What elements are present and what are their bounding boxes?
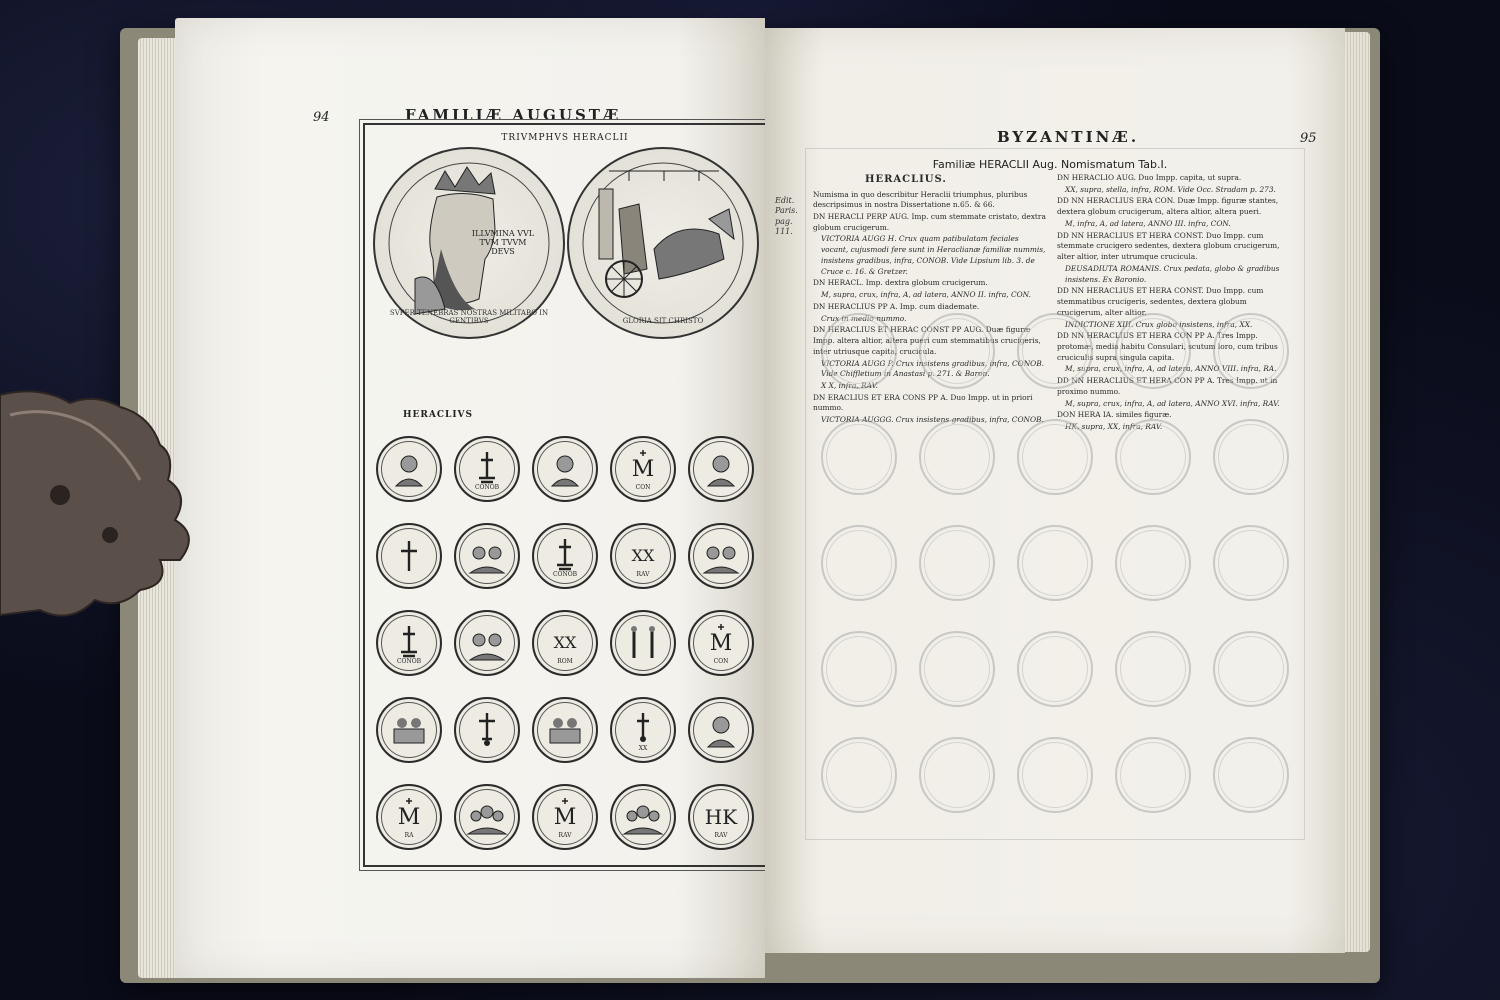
coin: M RA <box>376 784 442 850</box>
entry: DN HERACLIO AUG. Duo Impp. capita, ut supra. <box>1057 173 1242 182</box>
plate-caption: TRIVMPHVS HERACLII <box>501 133 629 143</box>
ghost-coin <box>919 631 995 707</box>
coin <box>376 697 442 763</box>
margin-note: Edit. Paris. pag. 111. <box>775 196 798 237</box>
ghost-coin <box>821 525 897 601</box>
ghost-coin <box>1115 737 1191 813</box>
cross-icon <box>464 707 510 753</box>
bust-icon <box>542 446 588 492</box>
two-busts-icon <box>464 620 510 666</box>
entry: DN HERACLI PERP AUG. Imp. cum stemmate cristato, dextra globum crucigerum. <box>813 211 1046 232</box>
ghost-coin <box>1017 631 1093 707</box>
ghost-coin <box>821 313 897 389</box>
ghost-coin <box>919 419 995 495</box>
entry: DN HERACLIUS PP A. Imp. cum diademate. <box>813 301 980 311</box>
ghost-coin <box>1213 631 1289 707</box>
ghost-coin <box>1017 419 1093 495</box>
coin <box>688 436 754 502</box>
ghost-coin <box>1115 631 1191 707</box>
bust-icon <box>698 707 744 753</box>
coin <box>610 610 676 676</box>
coin <box>532 436 598 502</box>
coin <box>610 784 676 850</box>
svg-text:XX: XX <box>631 545 655 565</box>
entry: M, infra, A, ad latera, ANNO III. infra, CON. <box>1065 218 1231 228</box>
coin <box>376 523 442 589</box>
right-page-number: 95 <box>1300 131 1317 146</box>
coin: M CON <box>688 610 754 676</box>
ghost-coin <box>1115 419 1191 495</box>
coin <box>532 697 598 763</box>
ghost-coin <box>1115 313 1191 389</box>
svg-text:M: M <box>397 804 421 830</box>
left-page <box>175 18 765 978</box>
coin: XX RAV <box>610 523 676 589</box>
left-running-head: FAMILIÆ AUGUSTÆ <box>405 106 622 124</box>
entry: DD NN HERACLIUS ET HERA CON PP A. Tres Impp. ut in proximo nummo. <box>1057 376 1278 396</box>
coin <box>688 697 754 763</box>
bust-icon <box>698 446 744 492</box>
ghost-coin <box>821 631 897 707</box>
two-busts-icon <box>464 533 510 579</box>
svg-text:M: M <box>553 804 577 830</box>
entry: DD NN HERACLIUS ET HERA CONST. Duo Impp. cum stemmatibus crucigeris, sedentes, dextera globum crucigerum, alter altior. <box>1057 286 1264 317</box>
right-page <box>765 28 1345 953</box>
ghost-coin <box>1017 313 1093 389</box>
three-busts-icon <box>464 794 510 840</box>
three-busts-icon <box>620 794 666 840</box>
entry: Crux in medio nummo. <box>821 313 907 323</box>
table-title: Familiæ HERACLII Aug. Nomismatum Tab.I. <box>932 158 1168 171</box>
svg-text:XX: XX <box>553 632 577 652</box>
standing-figures-icon <box>620 620 666 666</box>
left-page-number: 94 <box>313 110 330 125</box>
coin: XX ROM <box>532 610 598 676</box>
entry: VICTORIA AUGG P. Crux insistens gradibus, infra, CONOB. Vide Chiffletium in Anastasi p. 271. & Baron. <box>821 358 1045 379</box>
coin: M CON <box>610 436 676 502</box>
entry: Numisma in quo describitur Heraclii triumphus, pluribus descripsimus in nostra Dissertatione n.65. & 66. <box>813 189 1028 210</box>
entry: M, supra, crux, infra, A, ad latera, ANNO II. infra, CON. <box>821 290 1032 300</box>
ghost-coin <box>919 737 995 813</box>
entry: DD NN HERACLIUS ERA CON. Duæ Impp. figuræ stantes, dextera globum crucigerum, altera altior, altera pueri. <box>1057 196 1279 217</box>
ghost-coin <box>1017 525 1093 601</box>
coin: M RAV <box>532 784 598 850</box>
two-busts-icon <box>698 533 744 579</box>
entry: DON HERA IA. similes figuræ. <box>1057 410 1172 420</box>
ghost-coin <box>919 313 995 389</box>
ghost-coin <box>821 419 897 495</box>
column-heading: HERACLIUS. <box>865 174 947 185</box>
entry: HK, supra, XX, infra, RAV. <box>1065 422 1163 432</box>
ghost-coin <box>919 525 995 601</box>
coin: CONOB <box>376 610 442 676</box>
ghost-coin <box>1213 313 1289 389</box>
entry: DD NN HERACLIUS ET HERA CON PP A. Tres Impp. protomæ, media habitu Consulari, scutum loro, cum tribus cruciculis supra singula capita. <box>1057 331 1278 362</box>
show-through-coins <box>810 298 1300 828</box>
coin <box>454 697 520 763</box>
entry: VICTORIA AUGG H. Crux quam patibulatam feciales vocant, cujusmodi fere sunt in Heraclianæ familiæ nummis, insistens gradibus, infra, CONOB. Vide Lipsium lib. 3. de Cruce c. 16. & Gretzer. <box>821 234 1046 276</box>
coin-grid <box>370 425 760 860</box>
coin-plate <box>363 123 767 867</box>
right-running-head: BYZANTINÆ. <box>997 128 1140 146</box>
svg-text:M: M <box>631 456 655 482</box>
entry: DN HERACL. Imp. dextra globum crucigerum. <box>813 278 988 288</box>
cross-icon <box>386 533 432 579</box>
entry: DD NN HERACLIUS ET HERA CONST. Duo Impp. cum stemmate crucigero sedentes, dextera globum crucigerum, alter altior, inter utrumque crucicula. <box>1057 230 1280 262</box>
coin: CONOB <box>532 523 598 589</box>
bust-icon <box>386 446 432 492</box>
entry: M, supra, crux, infra, A, ad latera, ANNO VIII. infra, RA. <box>1065 364 1277 374</box>
medal-obverse-legend: ILLVMINA VVL TVM TVVM DEVS <box>471 229 535 257</box>
entry: XX, supra, stella, infra, ROM. Vide Occ. Stradam p. 273. <box>1065 184 1276 194</box>
seated-figures-icon <box>542 707 588 753</box>
ghost-coin <box>1213 525 1289 601</box>
metal-page-weight[interactable] <box>0 385 210 630</box>
coin <box>454 523 520 589</box>
entry: DEUSADIUTA ROMANIS. Crux pedata, globo & gradibus insistens. Ex Baronio. <box>1065 263 1280 284</box>
coin <box>688 523 754 589</box>
medal-reverse-inscription: GLORIA SIT CHRISTO <box>622 317 704 325</box>
open-book <box>120 18 1380 983</box>
ghost-coin <box>1213 737 1289 813</box>
ghost-coin <box>1017 737 1093 813</box>
entry: INDICTIONE XIII. Crux globo insistens, infra, XX. <box>1065 319 1253 329</box>
medal-obverse-inscription: SVPER TENEBRAS NOSTRAS MILITABO IN GENTIBVS <box>389 309 549 325</box>
entry: X X, infra, RAV. <box>821 380 878 390</box>
entry: DN HERACLIUS ET HERAC CONST PP AUG. Duæ figuræ Impp. altera altior, altera pueri cum stemmatibus crucigeris, inter utriusque capita, crucicula. <box>813 325 1041 356</box>
svg-text:M: M <box>709 630 733 656</box>
coin: HK RAV <box>688 784 754 850</box>
medal-obverse <box>373 147 565 339</box>
entry: VICTORIA AUGGG. Crux insistens gradibus, infra, CONOB. <box>821 415 1044 425</box>
coin <box>454 610 520 676</box>
entry: M, supra, crux, infra, A, ad latera, ANNO XVI. infra, RAV. <box>1065 398 1280 408</box>
seated-figures-icon <box>386 707 432 753</box>
coin <box>376 436 442 502</box>
coin: CONOB <box>454 436 520 502</box>
medal-reverse <box>567 147 759 339</box>
ghost-coin <box>1213 419 1289 495</box>
coin <box>454 784 520 850</box>
ghost-coin <box>821 737 897 813</box>
entry: DN ERACLIUS ET ERA CONS PP A. Duo Impp. ut in priori nummo. <box>813 392 1033 413</box>
chariot-scene-icon <box>569 149 757 337</box>
svg-text:HK: HK <box>704 804 738 829</box>
coin: XX <box>610 697 676 763</box>
section-label: HERACLIVS <box>403 410 474 420</box>
ghost-coin <box>1115 525 1191 601</box>
